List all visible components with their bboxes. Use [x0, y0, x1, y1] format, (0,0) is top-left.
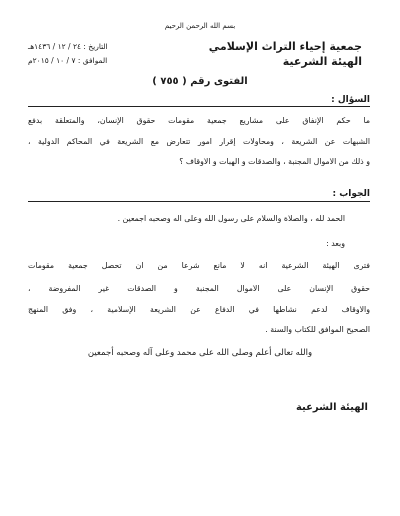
closing-prayer: والله تعالى أعلم وصلى الله على محمد وعلى آله وصحبه أجمعين: [87, 348, 313, 358]
answer-wabaad: وبعد :: [326, 240, 345, 248]
question-line: ما حكم الإنفاق على مشاريع جمعية مقومات حقوق الإنسان، والمتعلقة بدفع: [28, 117, 370, 125]
answer-line: حقوق الإنسان على الأموال المجنبة و الصدقات غير المفروضة ،: [28, 285, 370, 293]
organization-department: الهيئة الشرعية: [282, 55, 362, 68]
signature-block: الهيئة الشرعية: [295, 402, 368, 413]
answer-line: فترى الهيئة الشرعية أنه لا مانع شرعاً من أن تحصل جمعية مقومات: [28, 262, 370, 270]
question-heading: السؤال :: [331, 95, 370, 105]
answer-line: الصحيح الموافق للكتاب والسنة .: [265, 326, 370, 334]
fatwa-title: الفتوى رقم ( ٧٥٥ ): [152, 76, 248, 87]
answer-line: والأوقاف لدعم نشاطها في الدفاع عن الشريعة الإسلامية ، وفق المنهج: [28, 306, 370, 314]
answer-praise: الحمد لله ، والصلاة والسلام على رسول الله وعلى آله وصحبه أجمعين .: [117, 215, 345, 223]
answer-divider: [28, 201, 370, 202]
answer-heading: الجواب :: [332, 189, 370, 199]
organization-name: جمعية إحياء التراث الإسلامي: [208, 40, 362, 53]
hijri-date: التاريخ : ٢٤ / ١٢ / ١٤٣٦هـ: [28, 42, 108, 51]
question-line: الشبهات عن الشريعة ، ومحاولات إقرار أمور تتعارض مع الشريعة في المحاكم الدولية ،: [28, 138, 370, 146]
gregorian-date: الموافق : ٧ / ١٠ / ٢٠١٥م: [28, 56, 108, 65]
basmala: بسم الله الرحمن الرحيم: [164, 22, 236, 30]
question-divider: [28, 106, 370, 107]
question-line: و ذلك من الأموال المجنبة ، والصدقات و الهبات و الأوقاف ؟: [179, 158, 370, 166]
